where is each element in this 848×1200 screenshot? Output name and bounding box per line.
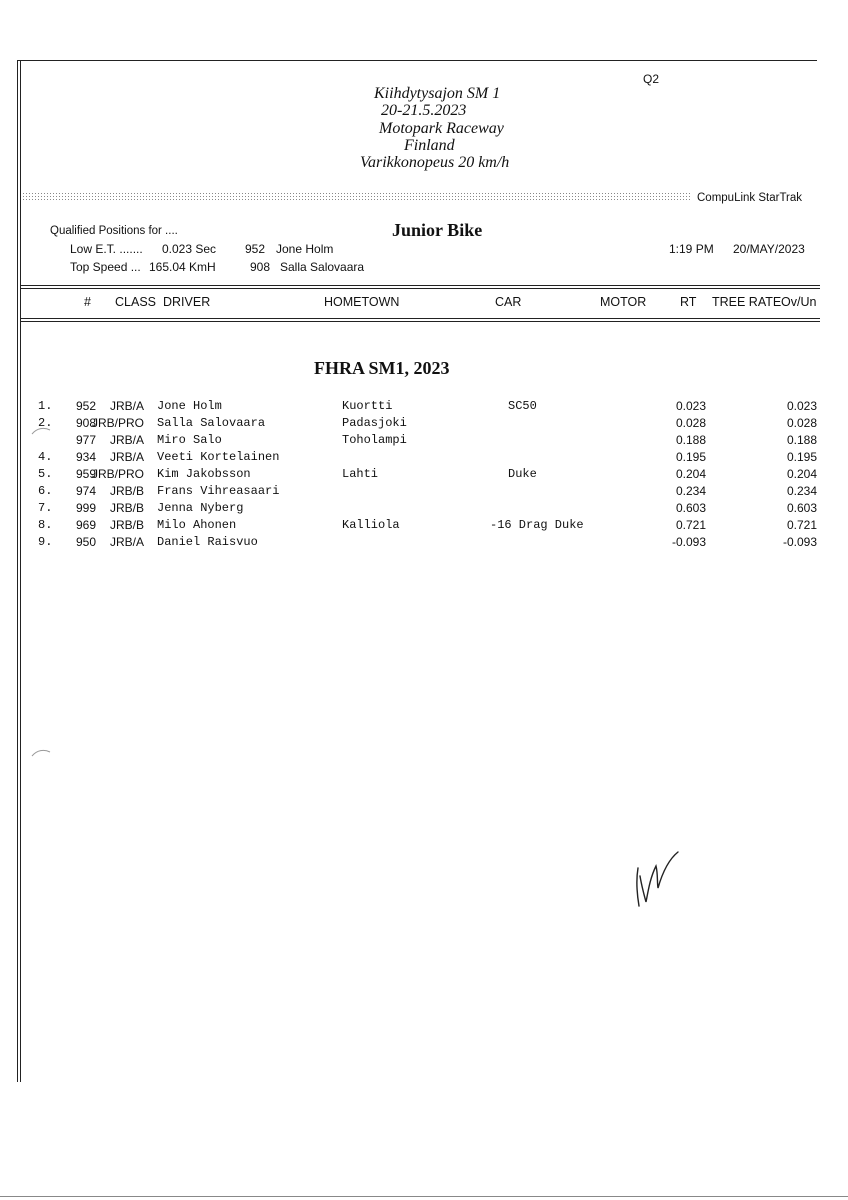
row-over-under: 0.195 xyxy=(786,450,817,464)
table-row xyxy=(0,399,848,416)
class-title: Junior Bike xyxy=(392,220,483,240)
top-speed-label: Top Speed ... xyxy=(70,260,141,274)
row-driver: Jone Holm xyxy=(157,399,222,413)
row-reaction-time: 0.721 xyxy=(675,518,706,532)
signature-mark xyxy=(628,848,688,914)
row-driver: Frans Vihreasaari xyxy=(157,484,280,498)
low-et-driver: Jone Holm xyxy=(276,242,334,256)
row-class: JRB/A xyxy=(109,399,144,413)
dotted-separator xyxy=(22,192,690,202)
system-brand: CompuLink StarTrak xyxy=(697,192,803,204)
row-class: JRB/A xyxy=(109,433,144,447)
session-label: Q2 xyxy=(643,72,660,86)
row-number: 934 xyxy=(76,450,97,464)
col-ovun: Ov/Un xyxy=(781,295,817,309)
row-driver: Miro Salo xyxy=(157,433,222,447)
table-row xyxy=(0,467,848,484)
table-row xyxy=(0,501,848,518)
event-pit-speed: Varikkonopeus 20 km/h xyxy=(360,154,510,171)
qualified-label: Qualified Positions for .... xyxy=(50,225,178,237)
bottom-page-line xyxy=(0,1196,848,1197)
row-class: JRB/A xyxy=(109,535,144,549)
row-over-under: 0.188 xyxy=(786,433,817,447)
row-position: 8. xyxy=(38,518,53,532)
row-over-under: 0.023 xyxy=(786,399,817,413)
row-reaction-time: -0.093 xyxy=(671,535,706,549)
row-number: 999 xyxy=(76,501,97,515)
row-driver: Kim Jakobsson xyxy=(157,467,251,481)
table-row xyxy=(0,484,848,501)
row-car: -16 Drag Duke xyxy=(490,518,584,532)
table-row xyxy=(0,535,848,552)
col-driver: DRIVER xyxy=(163,295,211,309)
row-reaction-time: 0.023 xyxy=(675,399,706,413)
row-reaction-time: 0.188 xyxy=(675,433,706,447)
row-position: 9. xyxy=(38,535,53,549)
row-class: JRB/B xyxy=(109,518,144,532)
row-driver: Daniel Raisvuo xyxy=(157,535,258,549)
col-class: CLASS xyxy=(115,295,156,309)
top-speed-number: 908 xyxy=(250,260,271,274)
row-number: 950 xyxy=(76,535,97,549)
margin-mark-2 xyxy=(30,748,52,758)
row-reaction-time: 0.195 xyxy=(675,450,706,464)
section-title: FHRA SM1, 2023 xyxy=(314,358,450,378)
row-over-under: 0.204 xyxy=(786,467,817,481)
table-row xyxy=(0,433,848,450)
margin-mark-1 xyxy=(30,426,52,436)
event-venue: Motopark Raceway xyxy=(379,120,504,137)
row-position: 5. xyxy=(38,467,53,481)
row-position: 6. xyxy=(38,484,53,498)
row-driver: Veeti Kortelainen xyxy=(157,450,280,464)
report-time: 1:19 PM xyxy=(669,242,714,256)
top-speed-driver: Salla Salovaara xyxy=(280,260,365,274)
row-position: 1. xyxy=(38,399,53,413)
row-class: JRB/B xyxy=(109,484,144,498)
report-date: 20/MAY/2023 xyxy=(733,242,805,256)
event-country: Finland xyxy=(404,137,455,154)
col-hometown: HOMETOWN xyxy=(324,295,400,309)
row-number: 974 xyxy=(76,484,97,498)
col-rt: RT xyxy=(680,295,697,309)
row-class: JRB/A xyxy=(109,450,144,464)
row-car: SC50 xyxy=(508,399,537,413)
row-number: 952 xyxy=(76,399,97,413)
row-position: 7. xyxy=(38,501,53,515)
low-et-number: 952 xyxy=(245,242,266,256)
left-border xyxy=(17,60,18,1082)
row-over-under: -0.093 xyxy=(782,535,817,549)
row-hometown: Toholampi xyxy=(342,433,407,447)
col-num: # xyxy=(84,295,91,309)
left-border-inner xyxy=(20,60,21,1082)
row-position: 4. xyxy=(38,450,53,464)
col-car: CAR xyxy=(495,295,522,309)
header-rule-bottom-1 xyxy=(20,318,820,319)
table-row xyxy=(0,416,848,433)
row-number: 977 xyxy=(76,433,97,447)
row-number: 969 xyxy=(76,518,97,532)
row-hometown: Lahti xyxy=(342,467,379,481)
table-row xyxy=(0,518,848,535)
table-row xyxy=(0,450,848,467)
row-car: Duke xyxy=(508,467,537,481)
col-tree-rate: TREE RATE xyxy=(712,295,782,309)
event-dates: 20-21.5.2023 xyxy=(381,102,467,119)
header-rule-top-2 xyxy=(20,288,820,289)
row-reaction-time: 0.234 xyxy=(675,484,706,498)
row-hometown: Kuortti xyxy=(342,399,393,413)
row-number: 908 xyxy=(76,416,97,430)
row-hometown: Padasjoki xyxy=(342,416,407,430)
top-border xyxy=(17,60,817,61)
row-position: 2. xyxy=(38,416,53,430)
row-hometown: Kalliola xyxy=(342,518,400,532)
row-reaction-time: 0.603 xyxy=(675,501,706,515)
low-et-label: Low E.T. ....... xyxy=(70,242,143,256)
row-class: JRB/PRO xyxy=(91,416,144,430)
row-reaction-time: 0.204 xyxy=(675,467,706,481)
header-rule-top-1 xyxy=(20,285,820,286)
row-over-under: 0.721 xyxy=(786,518,817,532)
row-over-under: 0.603 xyxy=(786,501,817,515)
row-driver: Milo Ahonen xyxy=(157,518,237,532)
row-over-under: 0.234 xyxy=(786,484,817,498)
row-reaction-time: 0.028 xyxy=(675,416,706,430)
top-speed-value: 165.04 KmH xyxy=(149,260,216,274)
header-rule-bottom-2 xyxy=(20,321,820,322)
low-et-value: 0.023 Sec xyxy=(162,242,217,256)
event-title: Kiihdytysajon SM 1 xyxy=(374,85,501,102)
col-motor: MOTOR xyxy=(600,295,647,309)
row-number: 959 xyxy=(76,467,97,481)
row-class: JRB/PRO xyxy=(91,467,144,481)
row-class: JRB/B xyxy=(109,501,144,515)
row-over-under: 0.028 xyxy=(786,416,817,430)
row-driver: Jenna Nyberg xyxy=(157,501,244,515)
row-driver: Salla Salovaara xyxy=(157,416,266,430)
